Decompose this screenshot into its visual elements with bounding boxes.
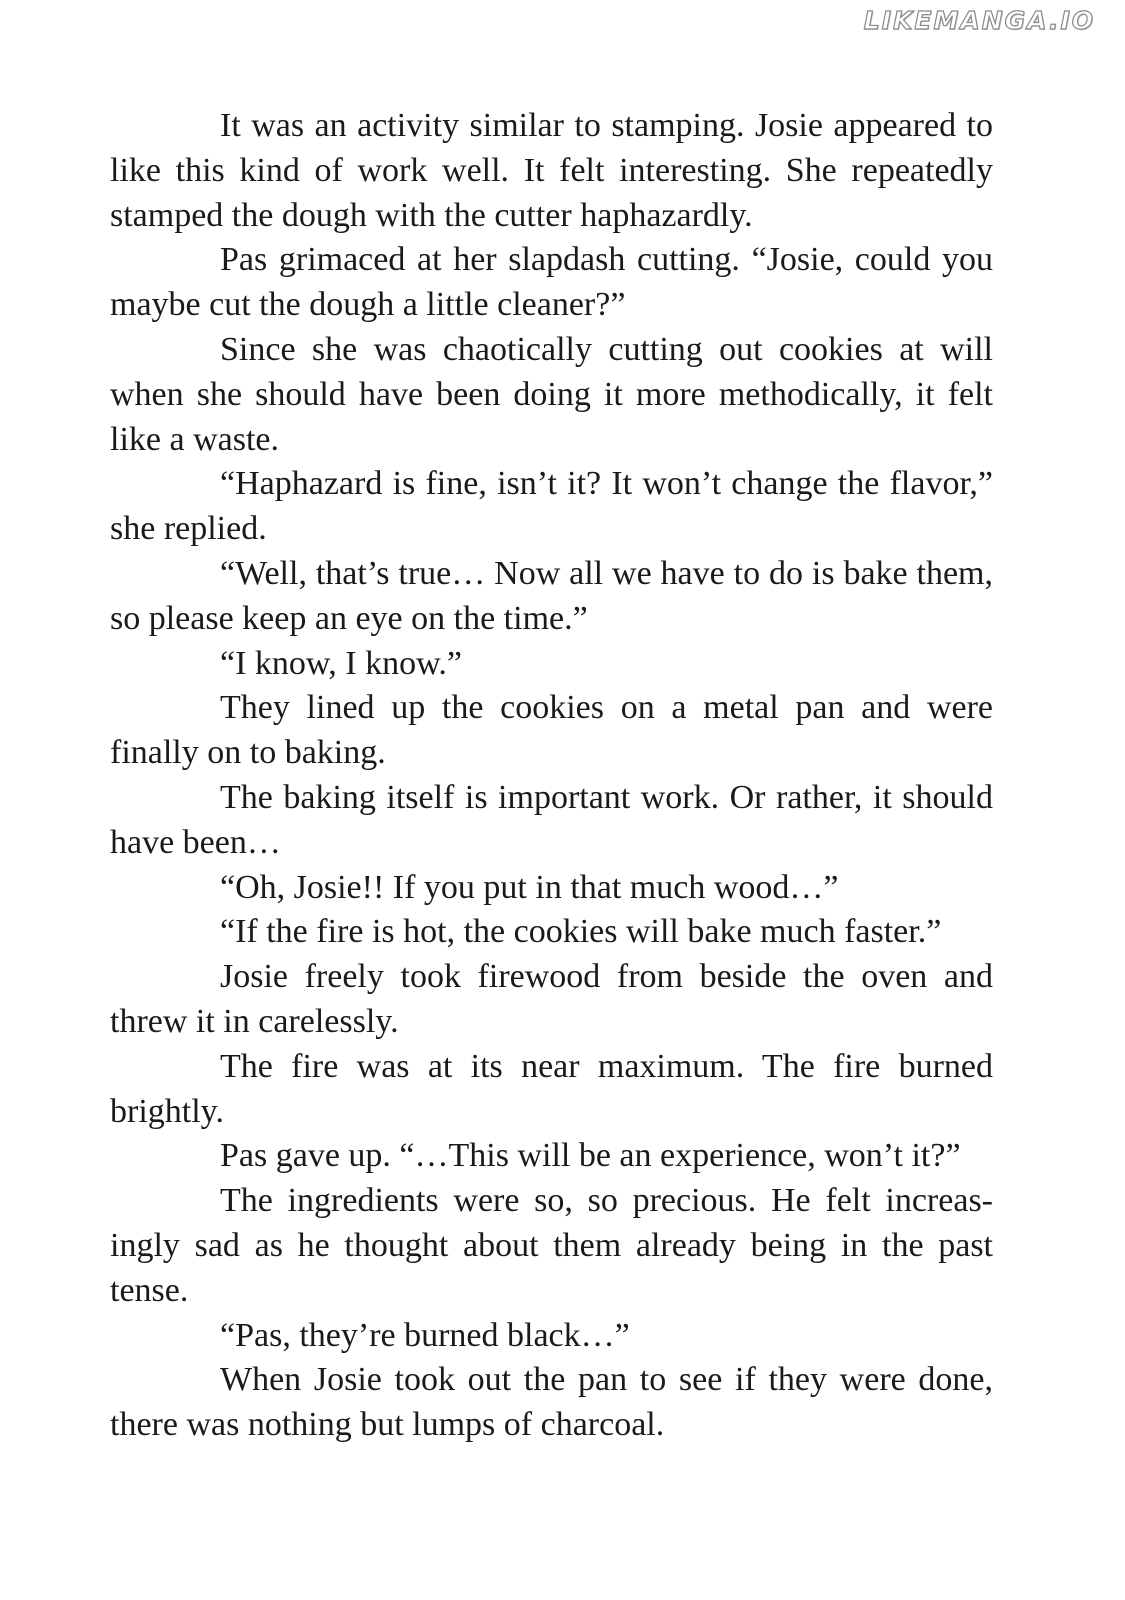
- paragraph-11: Josie freely took firewood from beside the oven and threw it in carelessly.: [110, 958, 993, 1040]
- paragraph-7: They lined up the cookies on a metal pan and were finally on to baking.: [110, 689, 993, 772]
- paragraph-13: Pas gave up. “…This will be an experience, won’t it?”: [220, 1137, 961, 1175]
- paragraph-8: The baking itself is important work. Or rather, it should have been…: [110, 778, 993, 861]
- paragraph-10: “If the fire is hot, the cookies will bake much faster.”: [220, 913, 942, 951]
- paragraph-1: It was an activity similar to stamping. Josie appeared to like this kind of work well. It felt interesting. She repeatedly stamped the dough with the cutter haphazardly.: [110, 107, 993, 234]
- paragraph-16: When Josie took out the pan to see if they were done, there was nothing but lumps of charcoal.: [110, 1361, 993, 1444]
- paragraph-14: The ingredients were so, so precious. He felt increasingly sad as he thought about them already being in the past tense.: [110, 1182, 993, 1309]
- paragraph-4: “Haphazard is fine, isn’t it? It won’t change the flavor,” she replied.: [110, 465, 993, 548]
- novel-page-text: [110, 104, 993, 1448]
- paragraph-6: “I know, I know.”: [220, 644, 463, 682]
- paragraph-5: “Well, that’s true… Now all we have to do is bake them, so please keep an eye on the time.”: [110, 554, 993, 637]
- paragraph-12: The fire was at its near maximum. The fire burned brightly.: [110, 1047, 993, 1130]
- paragraph-3: Since she was chaotically cutting out cookies at will when she should have been doing it more methodically, it felt like a waste.: [110, 330, 993, 458]
- site-watermark: LIKEMANGA.IO: [863, 6, 1095, 35]
- paragraph-2: Pas grimaced at her slapdash cutting. “Josie, could you maybe cut the dough a little cleaner?”: [110, 241, 993, 324]
- paragraph-15: “Pas, they’re burned black…”: [220, 1316, 630, 1354]
- paragraph-9: “Oh, Josie!! If you put in that much wood…”: [220, 868, 839, 906]
